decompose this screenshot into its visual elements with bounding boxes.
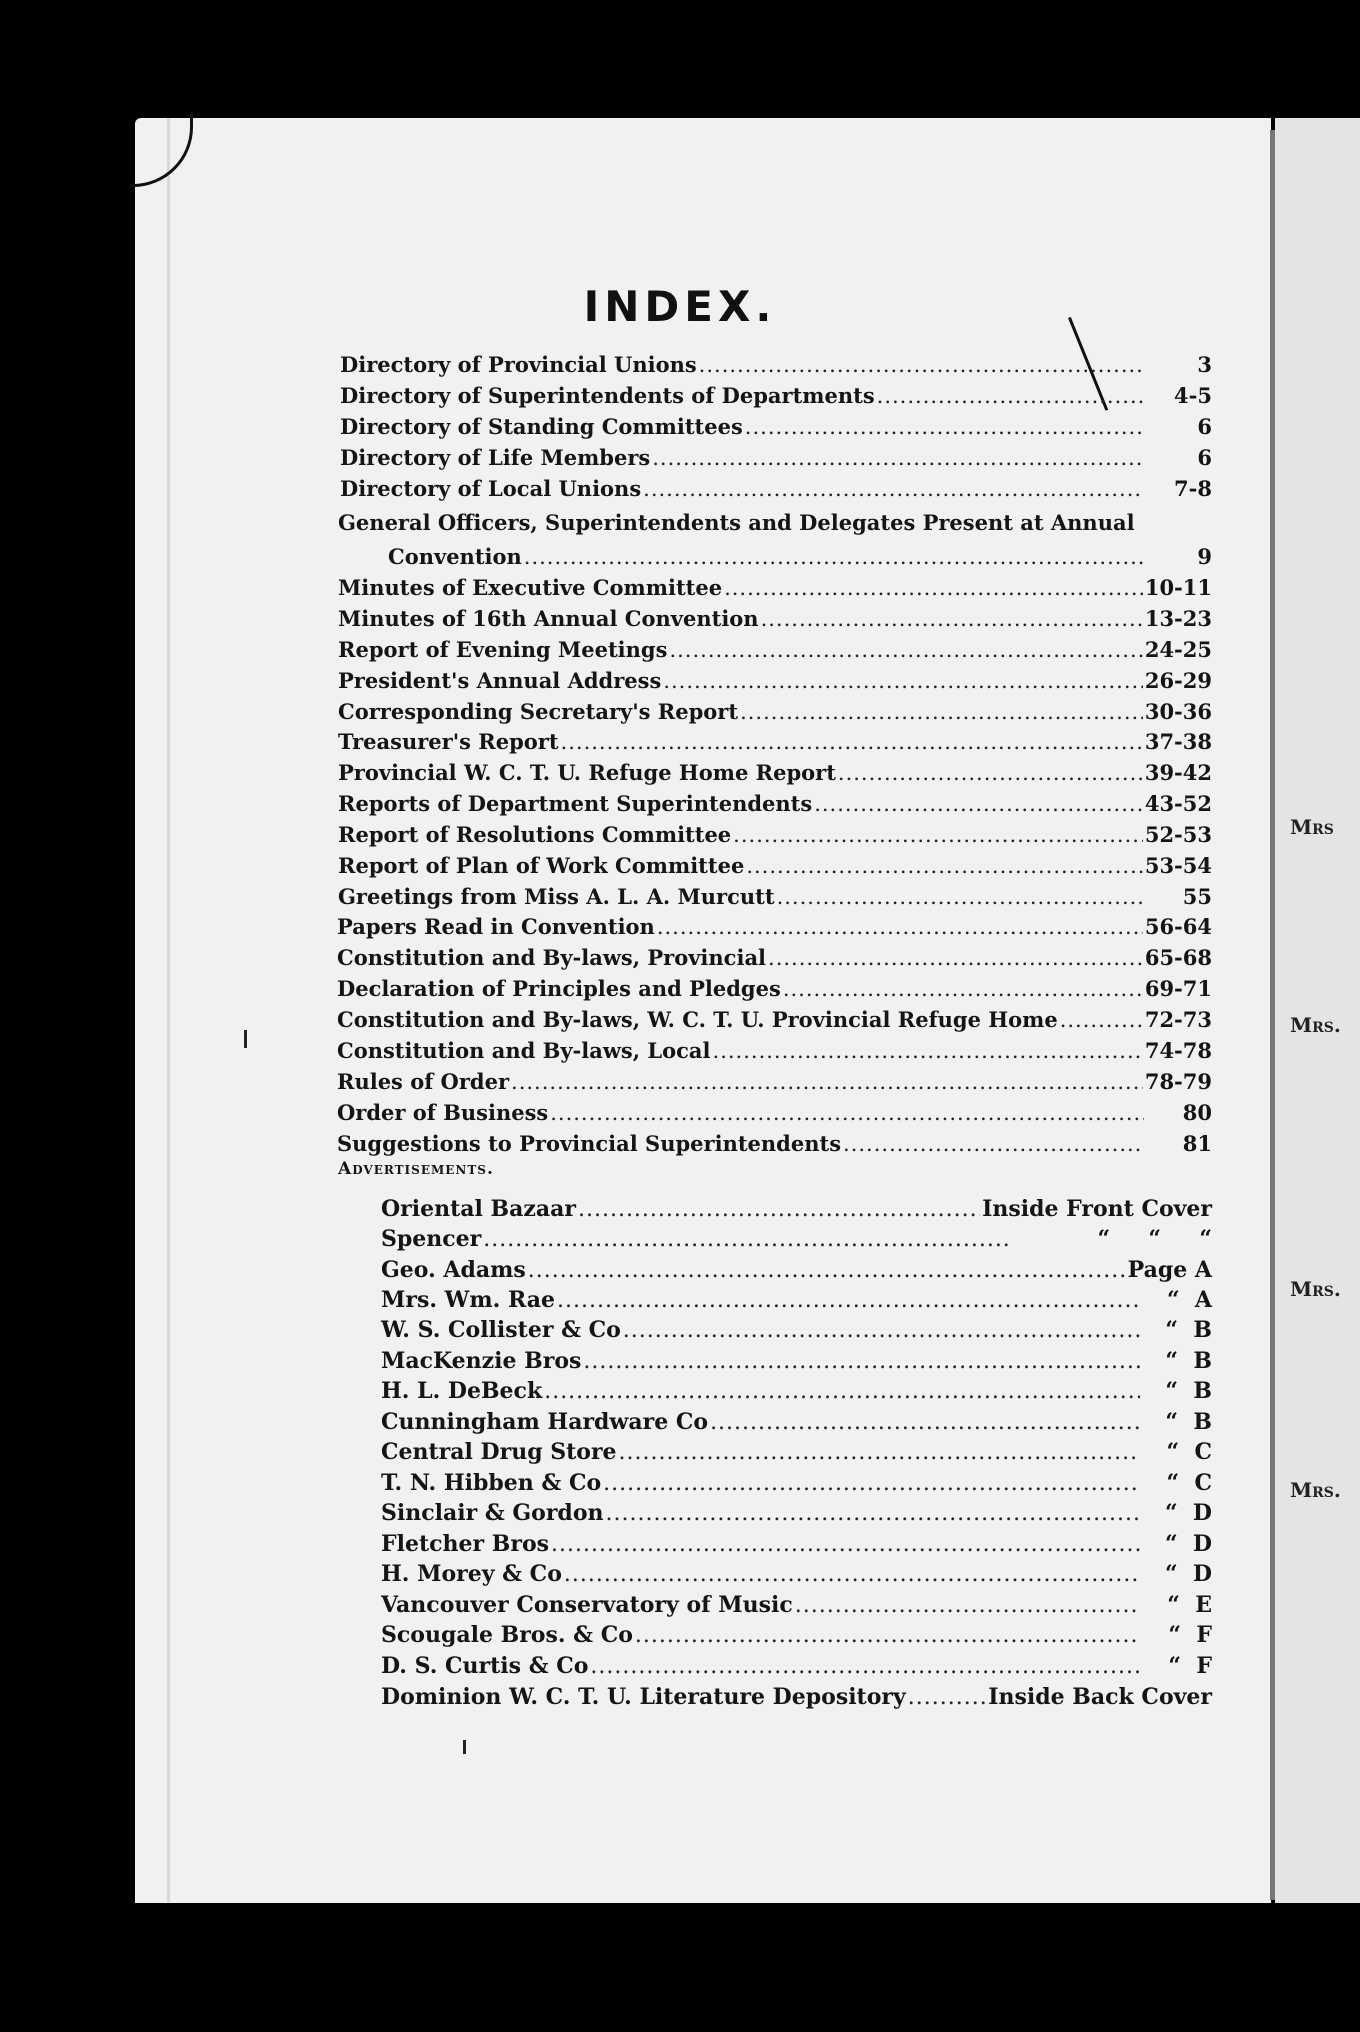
entry-label: Convention [388, 544, 522, 569]
leader-dots [623, 1316, 1140, 1346]
entry-label: Suggestions to Provincial Superintendents [337, 1131, 842, 1156]
entry-page: 13-23 [1144, 606, 1212, 631]
leader-dots [635, 1621, 1140, 1651]
leader-dots [724, 573, 1143, 603]
index-entry [340, 474, 1212, 504]
entry-page: 65-68 [1144, 945, 1212, 970]
advertisement-entry [381, 1194, 1212, 1225]
entry-page: 7-8 [1174, 476, 1212, 501]
entry-label: Order of Business [337, 1100, 549, 1125]
entry-page: 69-71 [1144, 976, 1212, 1001]
entry-page: 26-29 [1144, 668, 1212, 693]
advertisement-entry [381, 1437, 1212, 1468]
entry-label: Declaration of Principles and Pledges [337, 976, 781, 1001]
entry-label: Mrs. Wm. Rae [381, 1287, 555, 1313]
entry-label: Minutes of Executive Committee [338, 575, 723, 600]
entry-label: W. S. Collister & Co [381, 1317, 621, 1343]
advertisements-heading: Advertisements. [338, 1159, 494, 1179]
entry-page: “ “ “ [1097, 1226, 1212, 1252]
leader-dots [746, 851, 1143, 881]
leader-dots [713, 1036, 1143, 1066]
leader-dots [544, 1377, 1140, 1407]
index-entry [338, 851, 1212, 881]
index-entry [337, 974, 1212, 1004]
leader-dots [733, 820, 1143, 850]
entry-label: Rules of Order [337, 1069, 510, 1094]
entry-page: “ F [1168, 1622, 1212, 1648]
entry-page: “ D [1164, 1561, 1212, 1587]
leader-dots [908, 1683, 986, 1713]
leader-dots [699, 350, 1144, 380]
entry-label: Report of Plan of Work Committee [338, 853, 745, 878]
index-entry [338, 604, 1212, 634]
leader-dots [814, 789, 1143, 819]
entry-page: 43-52 [1144, 791, 1212, 816]
index-title: INDEX. [583, 282, 777, 331]
index-entry [338, 727, 1212, 757]
index-entry [337, 1036, 1212, 1066]
index-entry [337, 1005, 1212, 1035]
index-entry [337, 943, 1212, 973]
entry-label: Papers Read in Convention [337, 914, 655, 939]
entry-page: 9 [1197, 544, 1212, 569]
entry-page: 6 [1197, 445, 1212, 470]
entry-page: Inside Front Cover [982, 1196, 1212, 1222]
leader-dots [669, 635, 1142, 665]
entry-label: Vancouver Conservatory of Music [381, 1592, 793, 1618]
leader-dots [710, 1408, 1140, 1438]
leader-dots [524, 542, 1144, 572]
index-entry [337, 912, 1212, 942]
entry-page: 55 [1182, 884, 1212, 909]
index-entry [338, 758, 1212, 788]
advertisement-entry [381, 1529, 1212, 1560]
leader-dots [603, 1469, 1140, 1499]
entry-label: Corresponding Secretary's Report [338, 699, 739, 724]
entry-page: 72-73 [1144, 1007, 1212, 1032]
facing-page-edge [1275, 118, 1360, 1903]
advertisement-entry [381, 1468, 1212, 1499]
entry-page: 10-11 [1144, 575, 1212, 600]
entry-page: Inside Back Cover [988, 1684, 1212, 1710]
entry-page: 53-54 [1144, 853, 1212, 878]
leader-dots [1060, 1005, 1143, 1035]
entry-page: “ F [1168, 1653, 1212, 1679]
entry-page: “ B [1165, 1317, 1212, 1343]
index-entry [337, 1067, 1212, 1097]
leader-dots [561, 727, 1143, 757]
facing-page-text: Mrs. [1290, 1013, 1341, 1037]
index-entry [338, 820, 1212, 850]
entry-page: 39-42 [1144, 760, 1212, 785]
entry-label: Directory of Life Members [340, 445, 651, 470]
leader-dots [564, 1560, 1140, 1590]
stray-mark [463, 1740, 466, 1754]
entry-page: “ B [1165, 1348, 1212, 1374]
entry-label: Directory of Standing Committees [340, 414, 743, 439]
index-entry [340, 443, 1212, 473]
index-entry [337, 1098, 1212, 1128]
leader-dots [643, 474, 1144, 504]
entry-page: 3 [1197, 352, 1212, 377]
entry-label: Oriental Bazaar [381, 1196, 576, 1222]
index-entry [337, 1129, 1212, 1159]
entry-label: MacKenzie Bros [381, 1348, 582, 1374]
index-entry [338, 789, 1212, 819]
entry-page: “ C [1166, 1439, 1212, 1465]
entry-page: 6 [1197, 414, 1212, 439]
entry-page: “ E [1167, 1592, 1212, 1618]
leader-dots [657, 912, 1143, 942]
leader-dots [745, 412, 1144, 442]
entry-page: 81 [1182, 1131, 1212, 1156]
leader-dots [777, 882, 1144, 912]
index-entry [338, 666, 1212, 696]
leader-dots [768, 943, 1143, 973]
leader-dots [590, 1652, 1140, 1682]
index-entry [338, 508, 1212, 538]
entry-label: Scougale Bros. & Co [381, 1622, 633, 1648]
leader-dots [578, 1195, 980, 1225]
advertisement-entry [381, 1315, 1212, 1346]
entry-label: Report of Evening Meetings [338, 637, 668, 662]
entry-page: “ C [1166, 1470, 1212, 1496]
leader-dots [877, 381, 1144, 411]
leader-dots [619, 1438, 1140, 1468]
leader-dots [795, 1591, 1140, 1621]
leader-dots [550, 1098, 1144, 1128]
entry-label: Reports of Department Superintendents [338, 791, 813, 816]
entry-page: 80 [1182, 1100, 1212, 1125]
index-entry [340, 350, 1212, 380]
entry-label: Central Drug Store [381, 1439, 617, 1465]
leader-dots [652, 443, 1144, 473]
advertisement-entry [381, 1559, 1212, 1590]
leader-dots [663, 666, 1143, 696]
index-entry [338, 573, 1212, 603]
leader-dots [511, 1067, 1143, 1097]
entry-page: “ B [1165, 1409, 1212, 1435]
index-entry [338, 882, 1212, 912]
entry-label: D. S. Curtis & Co [381, 1653, 589, 1679]
advertisement-entry [381, 1407, 1212, 1438]
facing-page-text: Mrs. [1290, 1478, 1341, 1502]
index-entry [340, 381, 1212, 411]
entry-page: 56-64 [1144, 914, 1212, 939]
facing-page-text: Mrs [1290, 815, 1334, 839]
advertisement-entry [381, 1255, 1212, 1286]
advertisement-entry [381, 1376, 1212, 1407]
entry-label: Fletcher Bros [381, 1531, 550, 1557]
entry-label: Minutes of 16th Annual Convention [338, 606, 759, 631]
leader-dots [551, 1530, 1140, 1560]
entry-page: 78-79 [1144, 1069, 1212, 1094]
index-entry [388, 542, 1212, 572]
entry-label: Greetings from Miss A. L. A. Murcutt [338, 884, 775, 909]
entry-label: General Officers, Superintendents and Delegates Present at Annual [338, 510, 1135, 535]
entry-label: Constitution and By-laws, Provincial [337, 945, 767, 970]
stray-mark [244, 1030, 247, 1048]
entry-label: Report of Resolutions Committee [338, 822, 732, 847]
entry-page: 52-53 [1144, 822, 1212, 847]
entry-page: Page A [1127, 1257, 1212, 1283]
entry-label: President's Annual Address [338, 668, 662, 693]
leader-dots [783, 974, 1143, 1004]
entry-label: Geo. Adams [381, 1257, 526, 1283]
index-entry [338, 635, 1212, 665]
entry-page: “ D [1164, 1531, 1212, 1557]
leader-dots [528, 1256, 1126, 1286]
entry-page: “ A [1166, 1287, 1212, 1313]
advertisement-entry [381, 1498, 1212, 1529]
entry-page: 24-25 [1144, 637, 1212, 662]
entry-label: Dominion W. C. T. U. Literature Depository [381, 1684, 906, 1710]
advertisement-entry [381, 1682, 1212, 1713]
leader-dots [557, 1286, 1140, 1316]
entry-page: 37-38 [1144, 729, 1212, 754]
entry-label: Provincial W. C. T. U. Refuge Home Report [338, 760, 836, 785]
leader-dots [605, 1499, 1140, 1529]
entry-label: Spencer [381, 1226, 482, 1252]
entry-label: Constitution and By-laws, W. C. T. U. Provincial Refuge Home [337, 1007, 1058, 1032]
entry-label: Sinclair & Gordon [381, 1500, 604, 1526]
facing-page-text: Mrs. [1290, 1277, 1341, 1301]
index-entry [340, 412, 1212, 442]
leader-dots [843, 1129, 1144, 1159]
advertisement-entry [381, 1590, 1212, 1621]
advertisement-entry [381, 1620, 1212, 1651]
entry-label: Directory of Provincial Unions [340, 352, 697, 377]
leader-dots [838, 758, 1143, 788]
entry-page: “ B [1165, 1378, 1212, 1404]
entry-page: 30-36 [1144, 699, 1212, 724]
leader-dots [483, 1225, 1010, 1255]
entry-label: Cunningham Hardware Co [381, 1409, 709, 1435]
entry-page: 4-5 [1174, 383, 1212, 408]
entry-label: Directory of Local Unions [340, 476, 642, 501]
entry-label: Directory of Superintendents of Departments [340, 383, 875, 408]
entry-page: “ D [1164, 1500, 1212, 1526]
advertisement-entry [381, 1651, 1212, 1682]
entry-label: Constitution and By-laws, Local [337, 1038, 711, 1063]
entry-page: 74-78 [1144, 1038, 1212, 1063]
entry-label: Treasurer's Report [338, 729, 559, 754]
leader-dots [761, 604, 1143, 634]
leader-dots [583, 1347, 1140, 1377]
entry-label: T. N. Hibben & Co [381, 1470, 602, 1496]
index-entry [338, 697, 1212, 727]
advertisement-entry [381, 1285, 1212, 1316]
entry-label: H. L. DeBeck [381, 1378, 543, 1404]
advertisement-entry [381, 1346, 1212, 1377]
advertisement-entry [381, 1224, 1212, 1255]
leader-dots [740, 697, 1143, 727]
entry-label: H. Morey & Co [381, 1561, 562, 1587]
